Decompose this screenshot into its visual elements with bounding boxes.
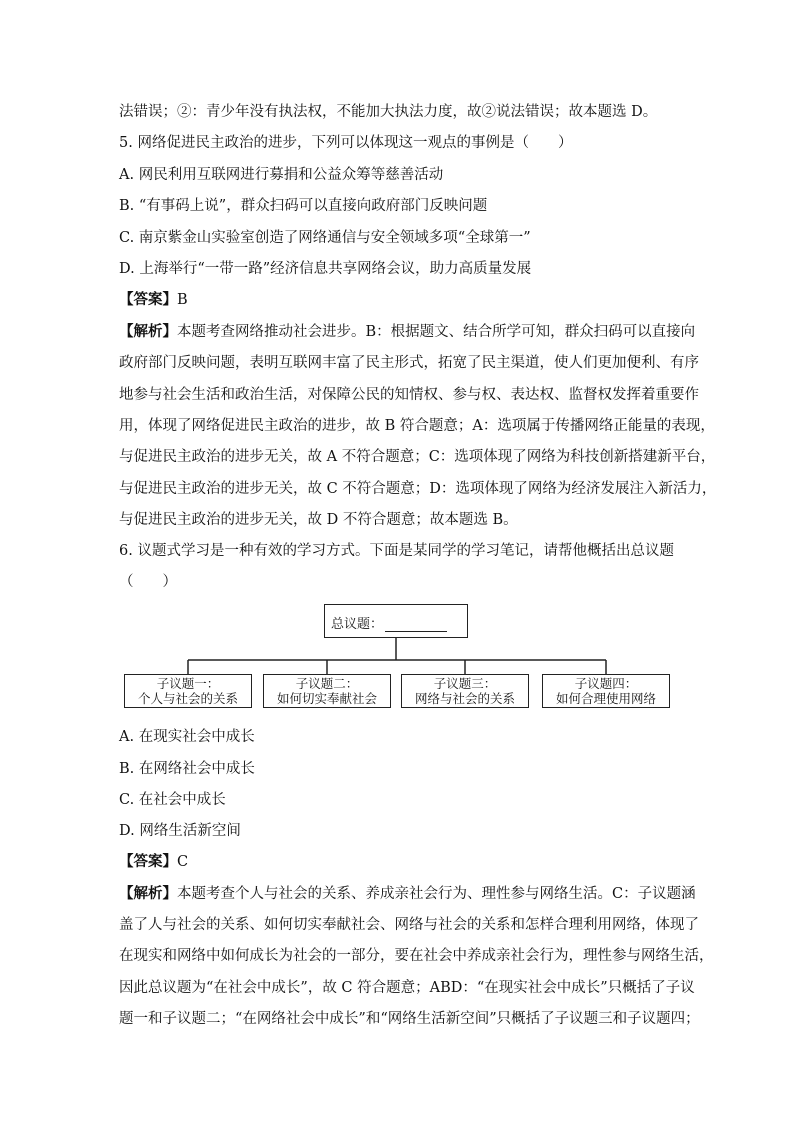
sub-topic-2-title: 子议题二：	[295, 676, 359, 691]
analysis-5-line-4: 用，体现了网络促进民主政治的进步，故 B 符合题意；A：选项属于传播网络正能量的表现，	[119, 418, 715, 434]
sub-topic-1-text: 个人与社会的关系	[137, 691, 238, 706]
main-topic-box	[324, 604, 468, 638]
option-5d: D. 上海举行“一带一路”经济信息共享网络会议，助力高质量发展	[119, 261, 532, 277]
analysis-6-line-1	[119, 884, 696, 904]
analysis-label: 【解析】	[119, 885, 177, 902]
main-topic-blank	[385, 619, 447, 632]
analysis-text: 本题考查个人与社会的关系、养成亲社会行为、理性参与网络生活。C：子议题涵	[177, 886, 696, 902]
analysis-6-line-3: 在现实和网络中如何成长为社会的一部分，要在社会中养成亲社会行为，理性参与网络生活，	[119, 948, 714, 964]
analysis-5-line-7: 与促进民主政治的进步无关，故 D 不符合题意；故本题选 B。	[119, 512, 518, 528]
sub-topic-4-title: 子议题四：	[574, 676, 638, 691]
answer-label: 【答案】	[119, 291, 177, 308]
option-6d: D. 网络生活新空间	[119, 823, 241, 839]
analysis-6-line-4: 因此总议题为“在社会中成长”，故 C 符合题意；ABD：“在现实社会中成长”只概括了子议	[119, 980, 695, 996]
analysis-6-line-5: 题一和子议题二；“在网络社会中成长”和“网络生活新空间”只概括了子议题三和子议题四；	[119, 1011, 700, 1027]
text-line-1: 法错误；②：青少年没有执法权，不能加大执法力度，故②说法错误；故本题选 D。	[119, 104, 658, 120]
option-5b: B. “有事码上说”，群众扫码可以直接向政府部门反映问题	[119, 198, 488, 214]
sub-topic-3-title: 子议题三：	[433, 676, 497, 691]
answer-6	[119, 852, 188, 872]
analysis-label: 【解析】	[119, 323, 177, 340]
question-6-paren: （ ）	[119, 574, 177, 590]
option-6b: B. 在网络社会中成长	[119, 761, 255, 777]
sub-topic-2-text: 如何切实奉献社会	[276, 691, 377, 706]
sub-topic-3	[401, 674, 529, 708]
option-6c: C. 在社会中成长	[119, 792, 226, 808]
sub-topic-1-title: 子议题一：	[156, 676, 220, 691]
option-5c: C. 南京紫金山实验室创造了网络通信与安全领域多项“全球第一”	[119, 230, 531, 246]
sub-topic-3-text: 网络与社会的关系	[414, 691, 515, 706]
question-5-stem: 5. 网络促进民主政治的进步，下列可以体现这一观点的事例是（ ）	[119, 135, 573, 151]
option-6a: A. 在现实社会中成长	[119, 729, 255, 745]
answer-value: C	[177, 854, 189, 870]
sub-topic-1	[124, 674, 252, 708]
analysis-text: 本题考查网络推动社会进步。B：根据题文、结合所学可知，群众扫码可以直接向	[177, 324, 696, 340]
option-5a: A. 网民利用互联网进行募捐和公益众筹等慈善活动	[119, 167, 444, 183]
main-topic-label: 总议题：	[331, 617, 384, 632]
analysis-5-line-6: 与促进民主政治的进步无关，故 C 不符合题意；D：选项体现了网络为经济发展注入新活力，	[119, 481, 717, 497]
sub-topic-4-text: 如何合理使用网络	[555, 691, 656, 706]
answer-value: B	[177, 292, 188, 308]
sub-topic-2	[263, 674, 391, 708]
topic-diagram	[120, 604, 674, 710]
analysis-5-line-5: 与促进民主政治的进步无关，故 A 不符合题意；C：选项体现了网络为科技创新搭建新平台，	[119, 449, 716, 465]
answer-5	[119, 290, 188, 310]
analysis-5-line-1	[119, 322, 695, 342]
answer-label: 【答案】	[119, 853, 177, 870]
question-6-stem: 6. 议题式学习是一种有效的学习方式。下面是某同学的学习笔记，请帮他概括出总议题	[119, 543, 674, 559]
analysis-5-line-3: 地参与社会生活和政治生活，对保障公民的知情权、参与权、表达权、监督权发挥着重要作	[119, 387, 699, 403]
analysis-6-line-2: 盖了人与社会的关系、如何切实奉献社会、网络与社会的关系和怎样合理利用网络，体现了	[119, 917, 699, 933]
sub-topic-4	[542, 674, 670, 708]
analysis-5-line-2: 政府部门反映问题，表明互联网丰富了民主形式，拓宽了民主渠道，使人们更加便利、有序	[119, 355, 699, 371]
